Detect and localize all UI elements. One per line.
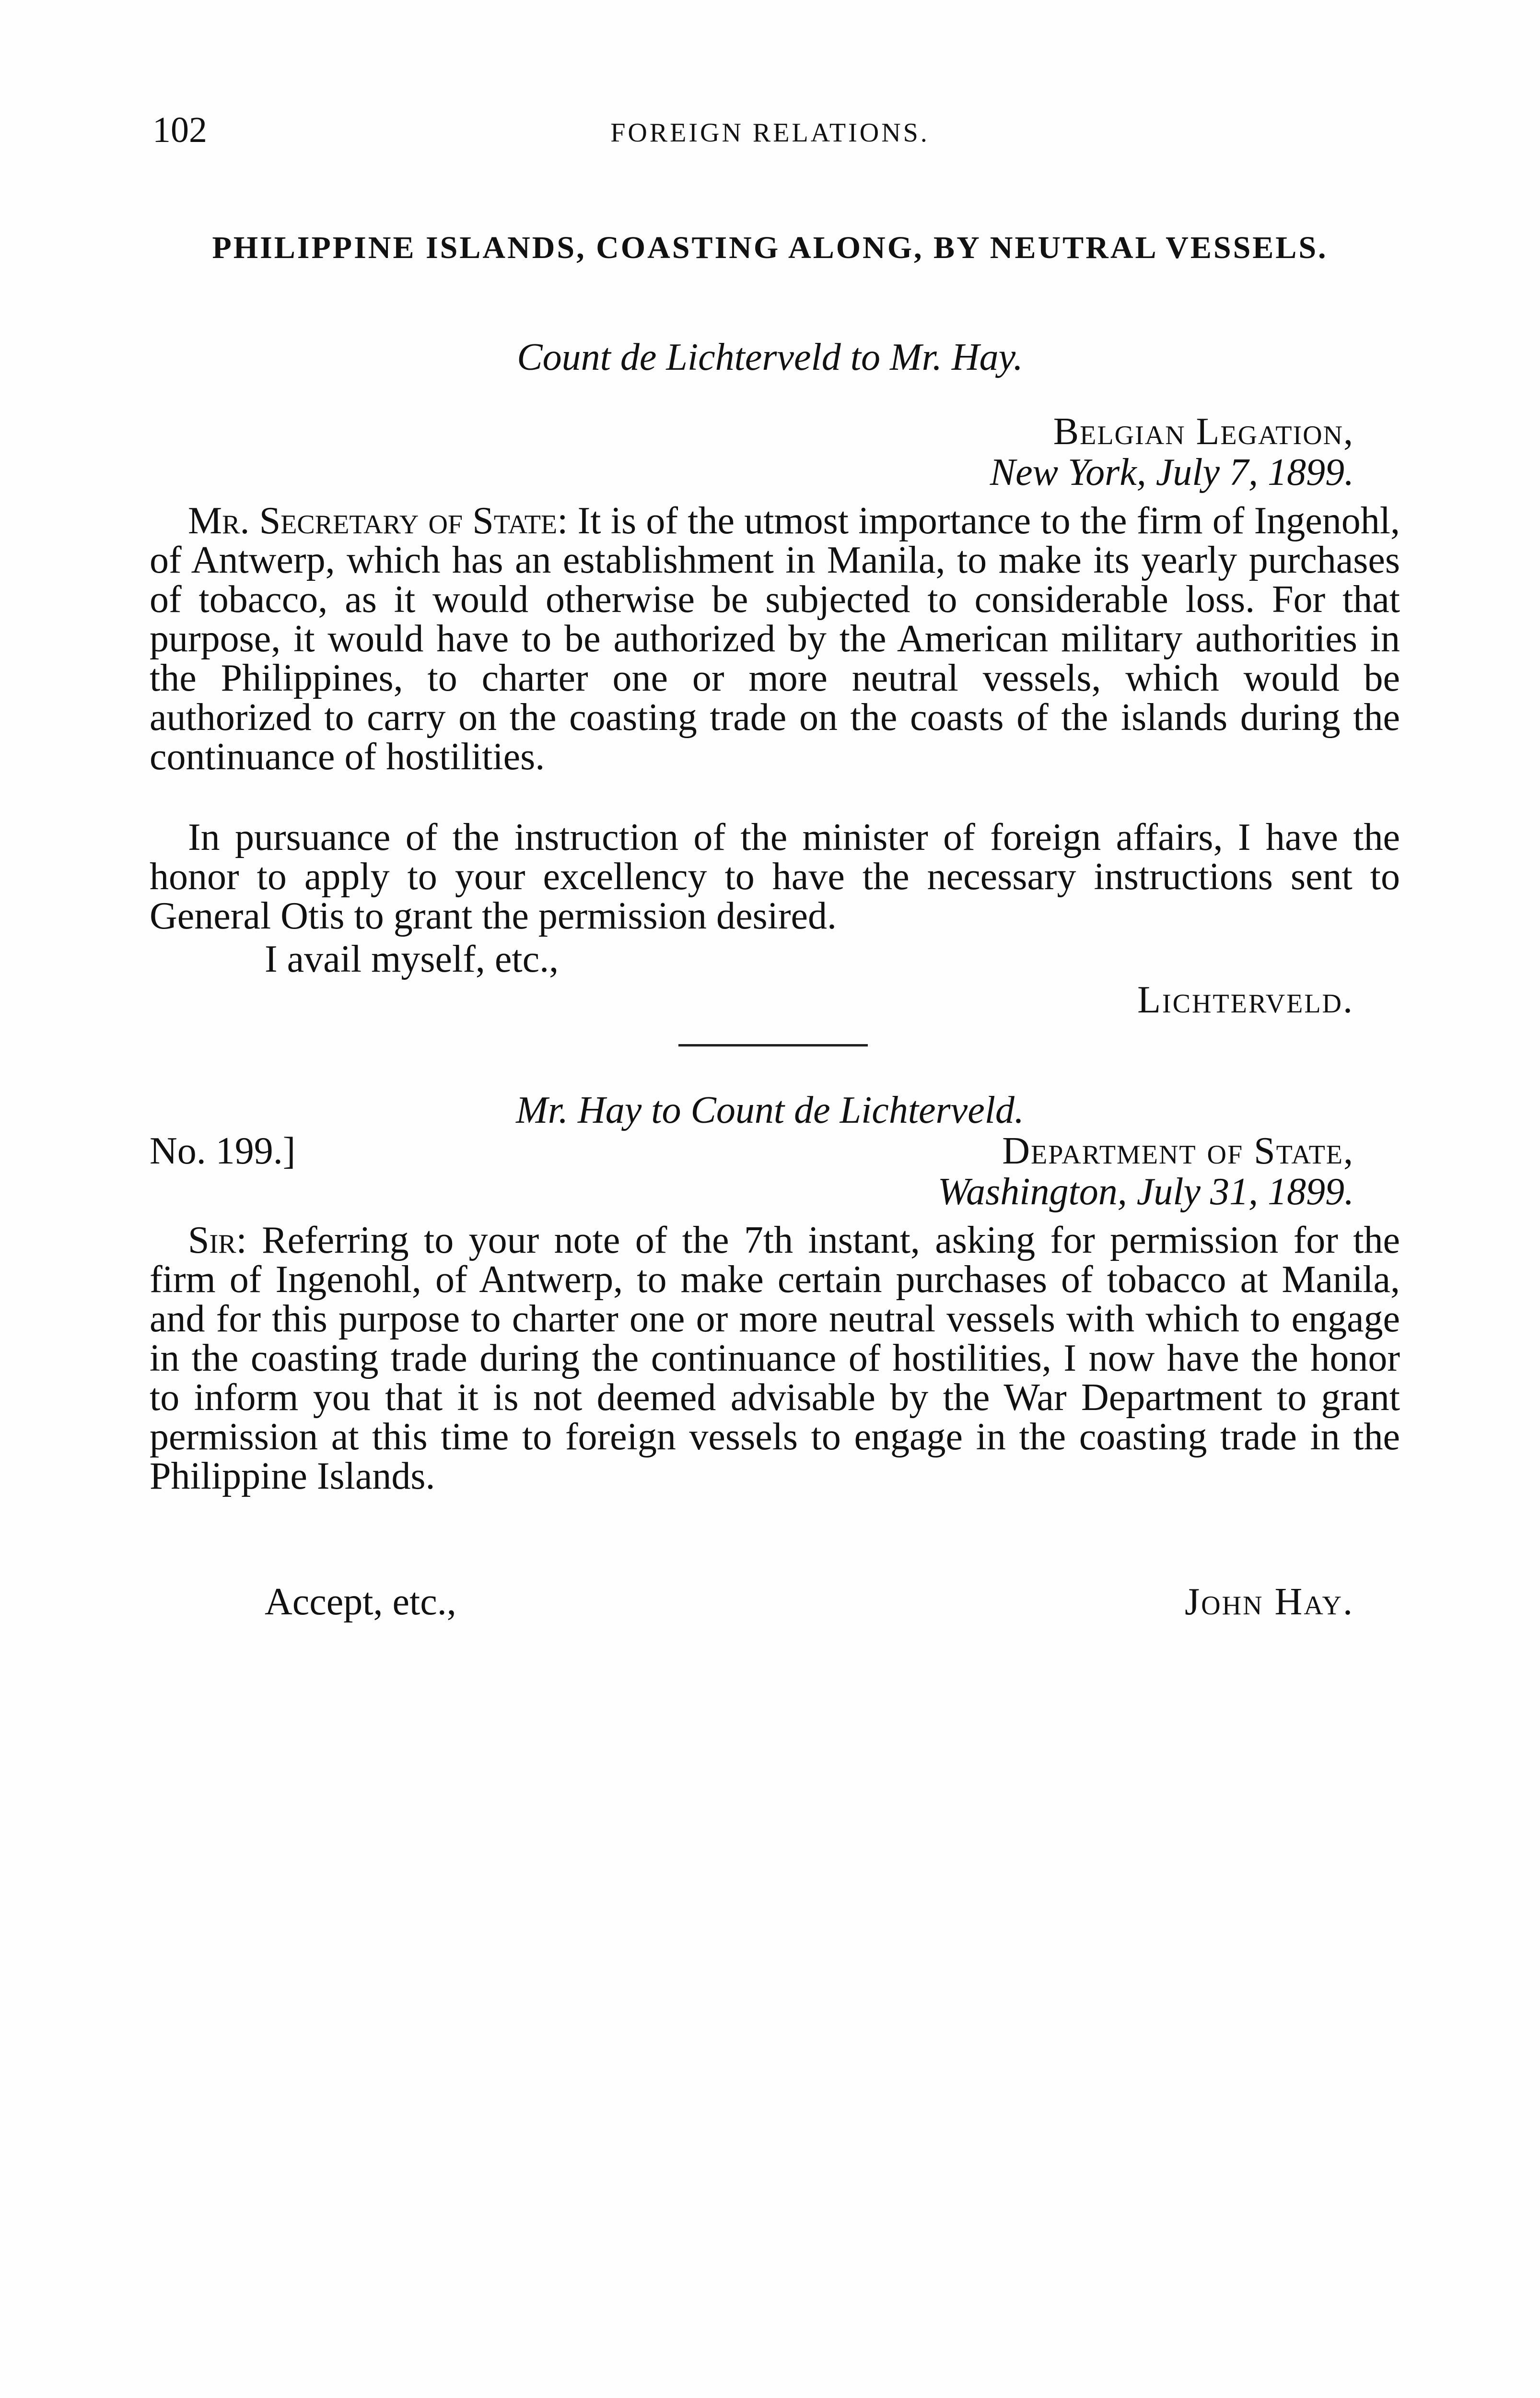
letter2-closing: Accept, etc.,: [265, 1581, 456, 1623]
letter1-date: New York, July 7, 1899.: [990, 451, 1354, 494]
section-divider: [678, 1044, 868, 1046]
letter2-heading: Mr. Hay to Count de Lichterveld.: [516, 1089, 1024, 1131]
letter1-salutation: Mr. Secretary of State:: [188, 500, 568, 542]
letter2-signature: John Hay.: [1185, 1581, 1354, 1623]
letter1-place: Belgian Legation,: [1053, 411, 1354, 453]
running-title: FOREIGN RELATIONS.: [610, 118, 930, 148]
letter2-salutation: Sir:: [188, 1219, 247, 1261]
letter1-heading: Count de Lichterveld to Mr. Hay.: [517, 336, 1023, 378]
section-title: PHILIPPINE ISLANDS, COASTING ALONG, BY NEUTRAL VESSELS.: [212, 230, 1328, 265]
letter1-paragraph-2: In pursuance of the instruction of the minister of foreign affairs, I have the honor to apply to your excellency to have the necessary instructions sent to General Otis to grant the permission desired.: [150, 816, 1400, 937]
letter2-paragraph-1: [150, 1221, 1400, 1496]
letter2-para1-text: Referring to your note of the 7th instant, asking for permission for the firm of Ingenohl, of Antwerp, to make certain purchases of tobacco at Manila, and for this purpose to charter one or more neutral vessels with which to engage in the coasting trade during the continuance of hostilities, I now have the honor to inform you that it is not deemed advisable by the War Department to grant permission at this time to foreign vessels to engage in the coasting trade in the Philippine Islands.: [150, 1219, 1400, 1497]
page-number: 102: [152, 110, 207, 150]
letter1-paragraph-1: [150, 501, 1400, 776]
letter1-closing: I avail myself, etc.,: [265, 938, 559, 980]
letter2-place: Department of State,: [1002, 1130, 1354, 1172]
letter2-number: No. 199.]: [150, 1130, 296, 1172]
letter1-para1-text: It is of the utmost importance to the firm of Ingenohl, of Antwerp, which has an establishment in Manila, to make its yearly purchases of tobacco, as it would otherwise be subjected to considerable loss. For that purpose, it would have to be authorized by the American military authorities in the Philippines, to charter one or more neutral vessels, which would be authorized to carry on the coasting trade on the coasts of the islands during the continuance of hostilities.: [150, 500, 1400, 778]
letter1-signature: Lichterveld.: [1137, 979, 1354, 1021]
letter2-date: Washington, July 31, 1899.: [937, 1171, 1354, 1213]
